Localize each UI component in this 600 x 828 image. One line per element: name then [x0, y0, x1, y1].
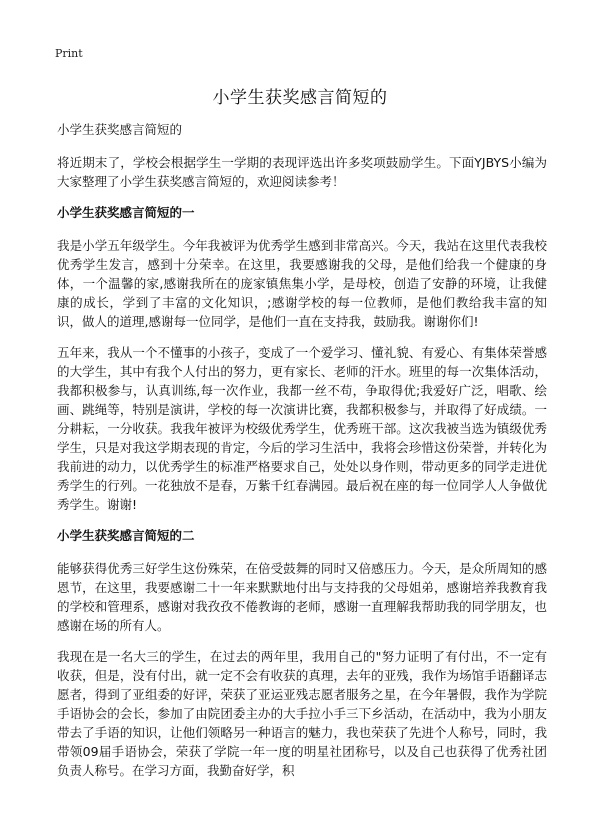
section-paragraph: 五年来，我从一个不懂事的小孩子，变成了一个爱学习、懂礼貌、有爱心、有集体荣誉感的大学生，其中有我个人付出的努力，更有家长、老师的汗水。班里的每一次集体活动，我都积极参与，认真训练,每一次作业，我都一丝不苟，争取得优;我爱好广泛，唱歌、绘画、跳绳等，特别是演讲，学校的每一次演讲比赛，我都积极参与，并取得了好成绩。一分耕耘，一分收获。我我年被评为校级优秀学生，优秀班干部。这次我被当选为镇级优秀学生，只是对我这学期表现的肯定，今后的学习生活中，我将会珍惜这份荣誉，并转化为我前进的动力，以优秀学生的标准严格要求自己，处处以身作则，带动更多的同学走进优秀学生的行列。一花独放不是春，万紫千红春满园。最后祝在座的每一位同学人人争做优秀学生。谢谢!: [57, 345, 547, 512]
section-2: [57, 526, 547, 780]
article-subtitle: 小学生获奖感言简短的: [57, 122, 183, 137]
section-heading: 小学生获奖感言简短的二: [57, 528, 195, 543]
section-paragraph: 能够获得优秀三好学生这份殊荣，在倍受鼓舞的同时又倍感压力。今天，是众所周知的感恩节，在这里，我要感谢二十一年来默默地付出与支持我的父母姐弟，感谢培养我教育我的学校和管理系，感谢对我孜孜不倦教诲的老师，感谢一直理解我帮助我的同学朋友，也感谢在场的所有人。: [57, 561, 547, 633]
section-paragraph: 我是小学五年级学生。今年我被评为优秀学生感到非常高兴。今天，我站在这里代表我校优秀学生发言，感到十分荣幸。在这里，我要感谢我的父母，是他们给我一个健康的身体，一个温馨的家,感谢我所在的庞家镇焦集小学，是母校，创造了安静的环境，让我健康的成长，学到了丰富的文化知识，;感谢学校的每一位教师，是他们教给我丰富的知识，做人的道理,感谢每一位同学，是他们一直在支持我，鼓励我。谢谢你们!: [57, 238, 547, 329]
section-heading: 小学生获奖感言简短的一: [57, 205, 195, 220]
section-1: [57, 203, 547, 514]
article-body: [57, 120, 547, 792]
intro-paragraph: 将近期末了，学校会根据学生一学期的表现评选出许多奖项鼓励学生。下面YJBYS小编为大家整理了小学生获奖感言简短的，欢迎阅读参考！: [57, 155, 547, 189]
section-paragraph: 我现在是一名大三的学生，在过去的两年里，我用自己的"努力证明了有付出，不一定有收获，但是，没有付出，就一定不会有收获的真理，去年的亚残，我作为场馆手语翻译志愿者，得到了亚组委的好评，荣获了亚运亚残志愿者服务之星，在今年暑假，我作为学院手语协会的会长，参加了由院团委主办的大手拉小手三下乡活动，在活动中，我为小朋友带去了手语的知识，让他们领略另一种语言的魅力，我也荣获了先进个人称号，同时，我带领09届手语协会，荣获了学院一年一度的明星社团称号，以及自己也获得了优秀社团负责人称号。在学习方面，我勤奋好学，积: [57, 649, 547, 778]
page-title: 小学生获奖感言简短的: [212, 88, 388, 108]
print-link[interactable]: Print: [55, 47, 83, 60]
